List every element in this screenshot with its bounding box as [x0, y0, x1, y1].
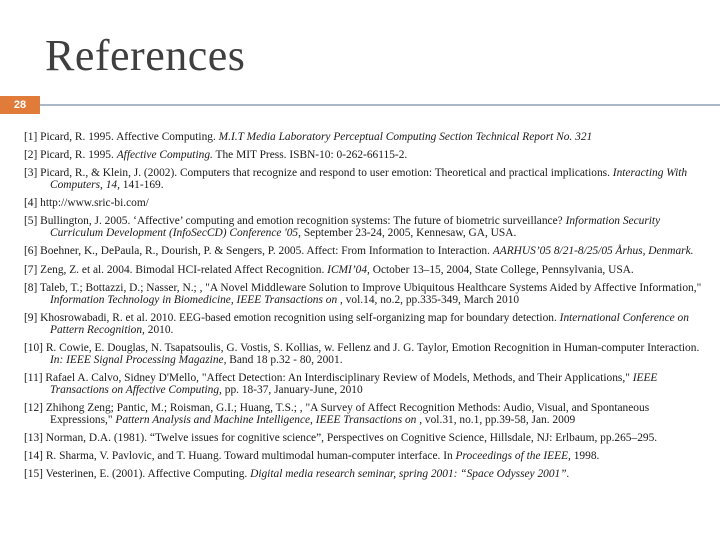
- reference-text: 2010.: [144, 323, 174, 336]
- reference-item: [24, 167, 709, 191]
- reference-text: [9] Khosrowabadi, R. et al. 2010. EEG-based emotion recognition using self-organizing map for boundary detection.: [24, 311, 560, 324]
- reference-item: [24, 215, 709, 239]
- reference-italic-text: AARHUS’05 8/21-8/25/05 Århus, Denmark.: [492, 245, 694, 258]
- reference-italic-text: ICMI’04,: [327, 263, 370, 276]
- reference-italic-text: Digital media research seminar, spring 2001: “Space Odyssey 2001”.: [250, 468, 570, 481]
- reference-item: [24, 468, 709, 480]
- reference-text: [7] Zeng, Z. et al. 2004. Bimodal HCI-related Affect Recognition.: [24, 263, 328, 276]
- reference-italic-text: Information Security Curriculum Development (InfoSecCD) Conference '05: [50, 215, 661, 240]
- reference-text: pp. 18-37, January-June, 2010: [221, 383, 363, 396]
- reference-text: , September 23-24, 2005, Kennesaw, GA, USA.: [298, 227, 517, 240]
- reference-text: [5] Bullington, J. 2005. ‘Affective’ computing and emotion recognition systems: The future of biometric surveillance?: [24, 215, 566, 228]
- reference-text: [14] R. Sharma, V. Pavlovic, and T. Huang. Toward multimodal human-computer interface. In: [24, 450, 456, 463]
- title-rule: [0, 96, 720, 114]
- slide-title: References: [45, 31, 246, 80]
- reference-text: [13] Norman, D.A. (1981). “Twelve issues for cognitive science”, Perspectives on Cognitive Science, Hillsdale, NJ: Erlbaum, pp.265–295.: [24, 432, 658, 445]
- slide-number-badge: 28: [0, 96, 40, 114]
- reference-item: [24, 282, 709, 306]
- reference-italic-text: International Conference on Pattern Recognition,: [50, 311, 689, 336]
- reference-text: [8] Taleb, T.; Bottazzi, D.; Nasser, N.; , "A Novel Middleware Solution to Improve Ubiquitous Healthcare Systems Aided by Affective Information,": [24, 281, 702, 294]
- reference-italic-text: IEEE Transactions on Affective Computing,: [50, 371, 658, 396]
- reference-list: [24, 131, 709, 486]
- reference-italic-text: Proceedings of the IEEE,: [455, 450, 571, 463]
- reference-text: [6] Boehner, K., DePaula, R., Dourish, P. & Sengers, P. 2005. Affect: From Information to Interaction.: [24, 245, 493, 258]
- reference-item: [24, 131, 709, 143]
- reference-item: [24, 149, 709, 161]
- reference-italic-text: Pattern Analysis and Machine Intelligence, IEEE Transactions on: [115, 414, 417, 427]
- reference-text: The MIT Press. ISBN-10: 0-262-66115-2.: [212, 149, 408, 162]
- reference-text: , vol.31, no.1, pp.39-58, Jan. 2009: [416, 414, 576, 427]
- reference-text: Band 18 p.32 - 80, 2001.: [226, 353, 343, 366]
- reference-item: [24, 342, 709, 366]
- reference-text: [4] http://www.sric-bi.com/: [24, 197, 149, 210]
- reference-italic-text: Information Technology in Biomedicine, IEEE Transactions on: [50, 293, 338, 306]
- reference-text: [15] Vesterinen, E. (2001). Affective Computing.: [24, 468, 251, 481]
- reference-text: 141-169.: [119, 179, 164, 192]
- reference-italic-text: Affective Computing.: [116, 149, 213, 162]
- reference-italic-text: Interacting With Computers, 14,: [50, 167, 688, 192]
- reference-text: [11] Rafael A. Calvo, Sidney D'Mello, "Affect Detection: An Interdisciplinary Review of Models, Methods, and Their Applications,": [24, 371, 633, 384]
- reference-text: [1] Picard, R. 1995. Affective Computing.: [24, 131, 219, 143]
- reference-text: October 13–15, 2004, State College, Pennsylvania, USA.: [369, 263, 634, 276]
- reference-item: [24, 450, 709, 462]
- reference-text: 1998.: [570, 450, 600, 463]
- reference-text: [10] R. Cowie, E. Douglas, N. Tsapatsoulis, G. Vostis, S. Kollias, w. Fellenz and J. G. Taylor, Emotion Recognition in Human-computer Interaction.: [24, 341, 700, 354]
- reference-text: [3] Picard, R., & Klein, J. (2002). Computers that recognize and respond to user emotion: Theoretical and practical implications.: [24, 167, 613, 180]
- reference-text: [2] Picard, R. 1995.: [24, 149, 117, 162]
- divider-line: [40, 104, 720, 106]
- reference-item: [24, 264, 709, 276]
- reference-item: [24, 402, 709, 426]
- reference-item: [24, 312, 709, 336]
- reference-item: [24, 197, 709, 209]
- reference-italic-text: M.I.T Media Laboratory Perceptual Computing Section Technical Report No. 321: [218, 131, 593, 143]
- reference-text: [12] Zhihong Zeng; Pantic, M.; Roisman, G.I.; Huang, T.S.; , "A Survey of Affect Recognition Methods: Audio, Visual, and Spontaneous Expressions,": [24, 402, 650, 427]
- reference-italic-text: In: IEEE Signal Processing Magazine,: [50, 353, 227, 366]
- reference-item: [24, 245, 709, 257]
- reference-item: [24, 432, 709, 444]
- reference-text: , vol.14, no.2, pp.335-349, March 2010: [337, 293, 520, 306]
- reference-item: [24, 372, 709, 396]
